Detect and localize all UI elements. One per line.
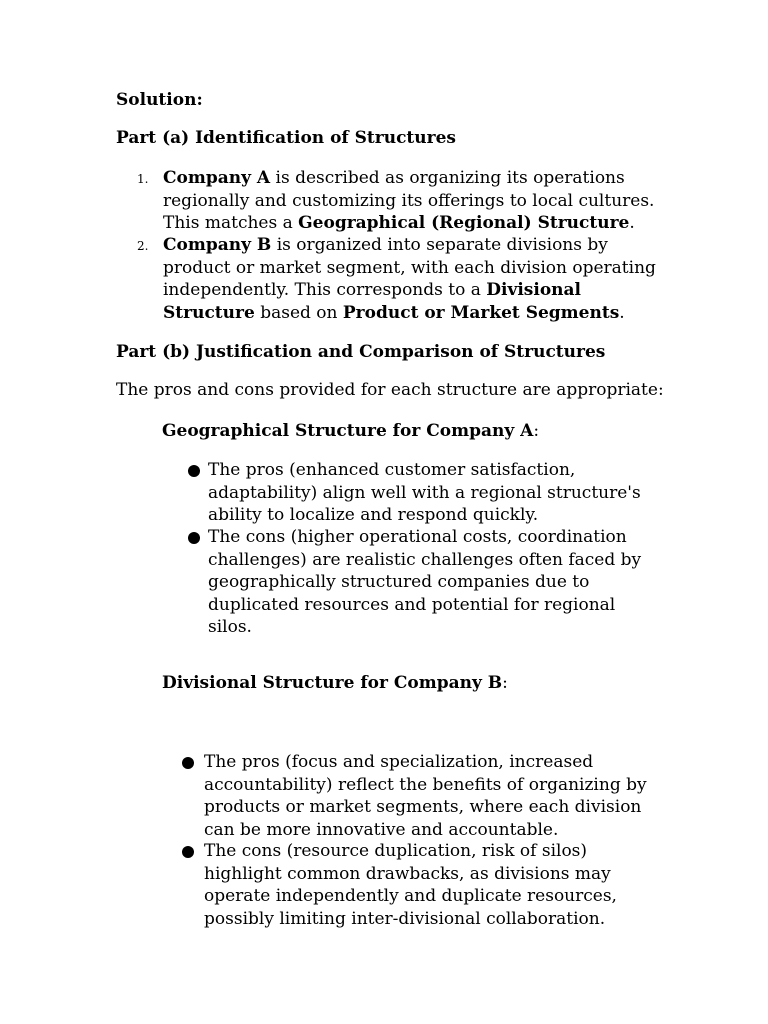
part-a-heading: Part (a) Identification of Structures xyxy=(116,128,456,148)
solution-heading: Solution: xyxy=(116,90,203,110)
geo-bullet-1 xyxy=(186,459,656,527)
part-b-intro: The pros and cons provided for each structure are appropriate: xyxy=(116,380,664,400)
item-number: 1. xyxy=(137,172,149,186)
div-bullet-2 xyxy=(180,840,660,930)
bullet-text: The cons (higher operational costs, coordination challenges) are realistic challenges often faced by geographically structured companies due to duplicated resources and potential for regional silos. xyxy=(208,527,642,637)
bullet-icon xyxy=(182,757,194,769)
part-b-heading: Part (b) Justification and Comparison of Structures xyxy=(116,342,606,362)
bullet-icon xyxy=(182,846,194,858)
item-text: Company A is described as organizing its operations regionally and customizing its offerings to local cultures. This matches a Geographical (Regional) Structure. xyxy=(163,168,655,233)
bullet-text: The pros (enhanced customer satisfaction, adaptability) align well with a regional structure's ability to localize and respond quickly. xyxy=(208,460,641,525)
numbered-item-1 xyxy=(137,167,657,235)
bullet-icon xyxy=(188,532,200,544)
item-number: 2. xyxy=(137,239,149,253)
geographical-subheading: Geographical Structure for Company A: xyxy=(162,421,540,441)
item-text: Company B is organized into separate divisions by product or market segment, with each division operating independently. This corresponds to a Divisional Structure based on Product or Market Segments. xyxy=(163,235,656,323)
numbered-item-2 xyxy=(137,234,667,324)
bullet-icon xyxy=(188,465,200,477)
divisional-subheading: Divisional Structure for Company B: xyxy=(162,673,508,693)
bullet-text: The pros (focus and specialization, increased accountability) reflect the benefits of organizing by products or market segments, where each division can be more innovative and accountable. xyxy=(204,752,647,840)
bullet-text: The cons (resource duplication, risk of silos) highlight common drawbacks, as divisions may operate independently and duplicate resources, possibly limiting inter-divisional collaboration. xyxy=(204,841,617,929)
geo-bullet-2 xyxy=(186,526,656,639)
div-bullet-1 xyxy=(180,751,660,841)
